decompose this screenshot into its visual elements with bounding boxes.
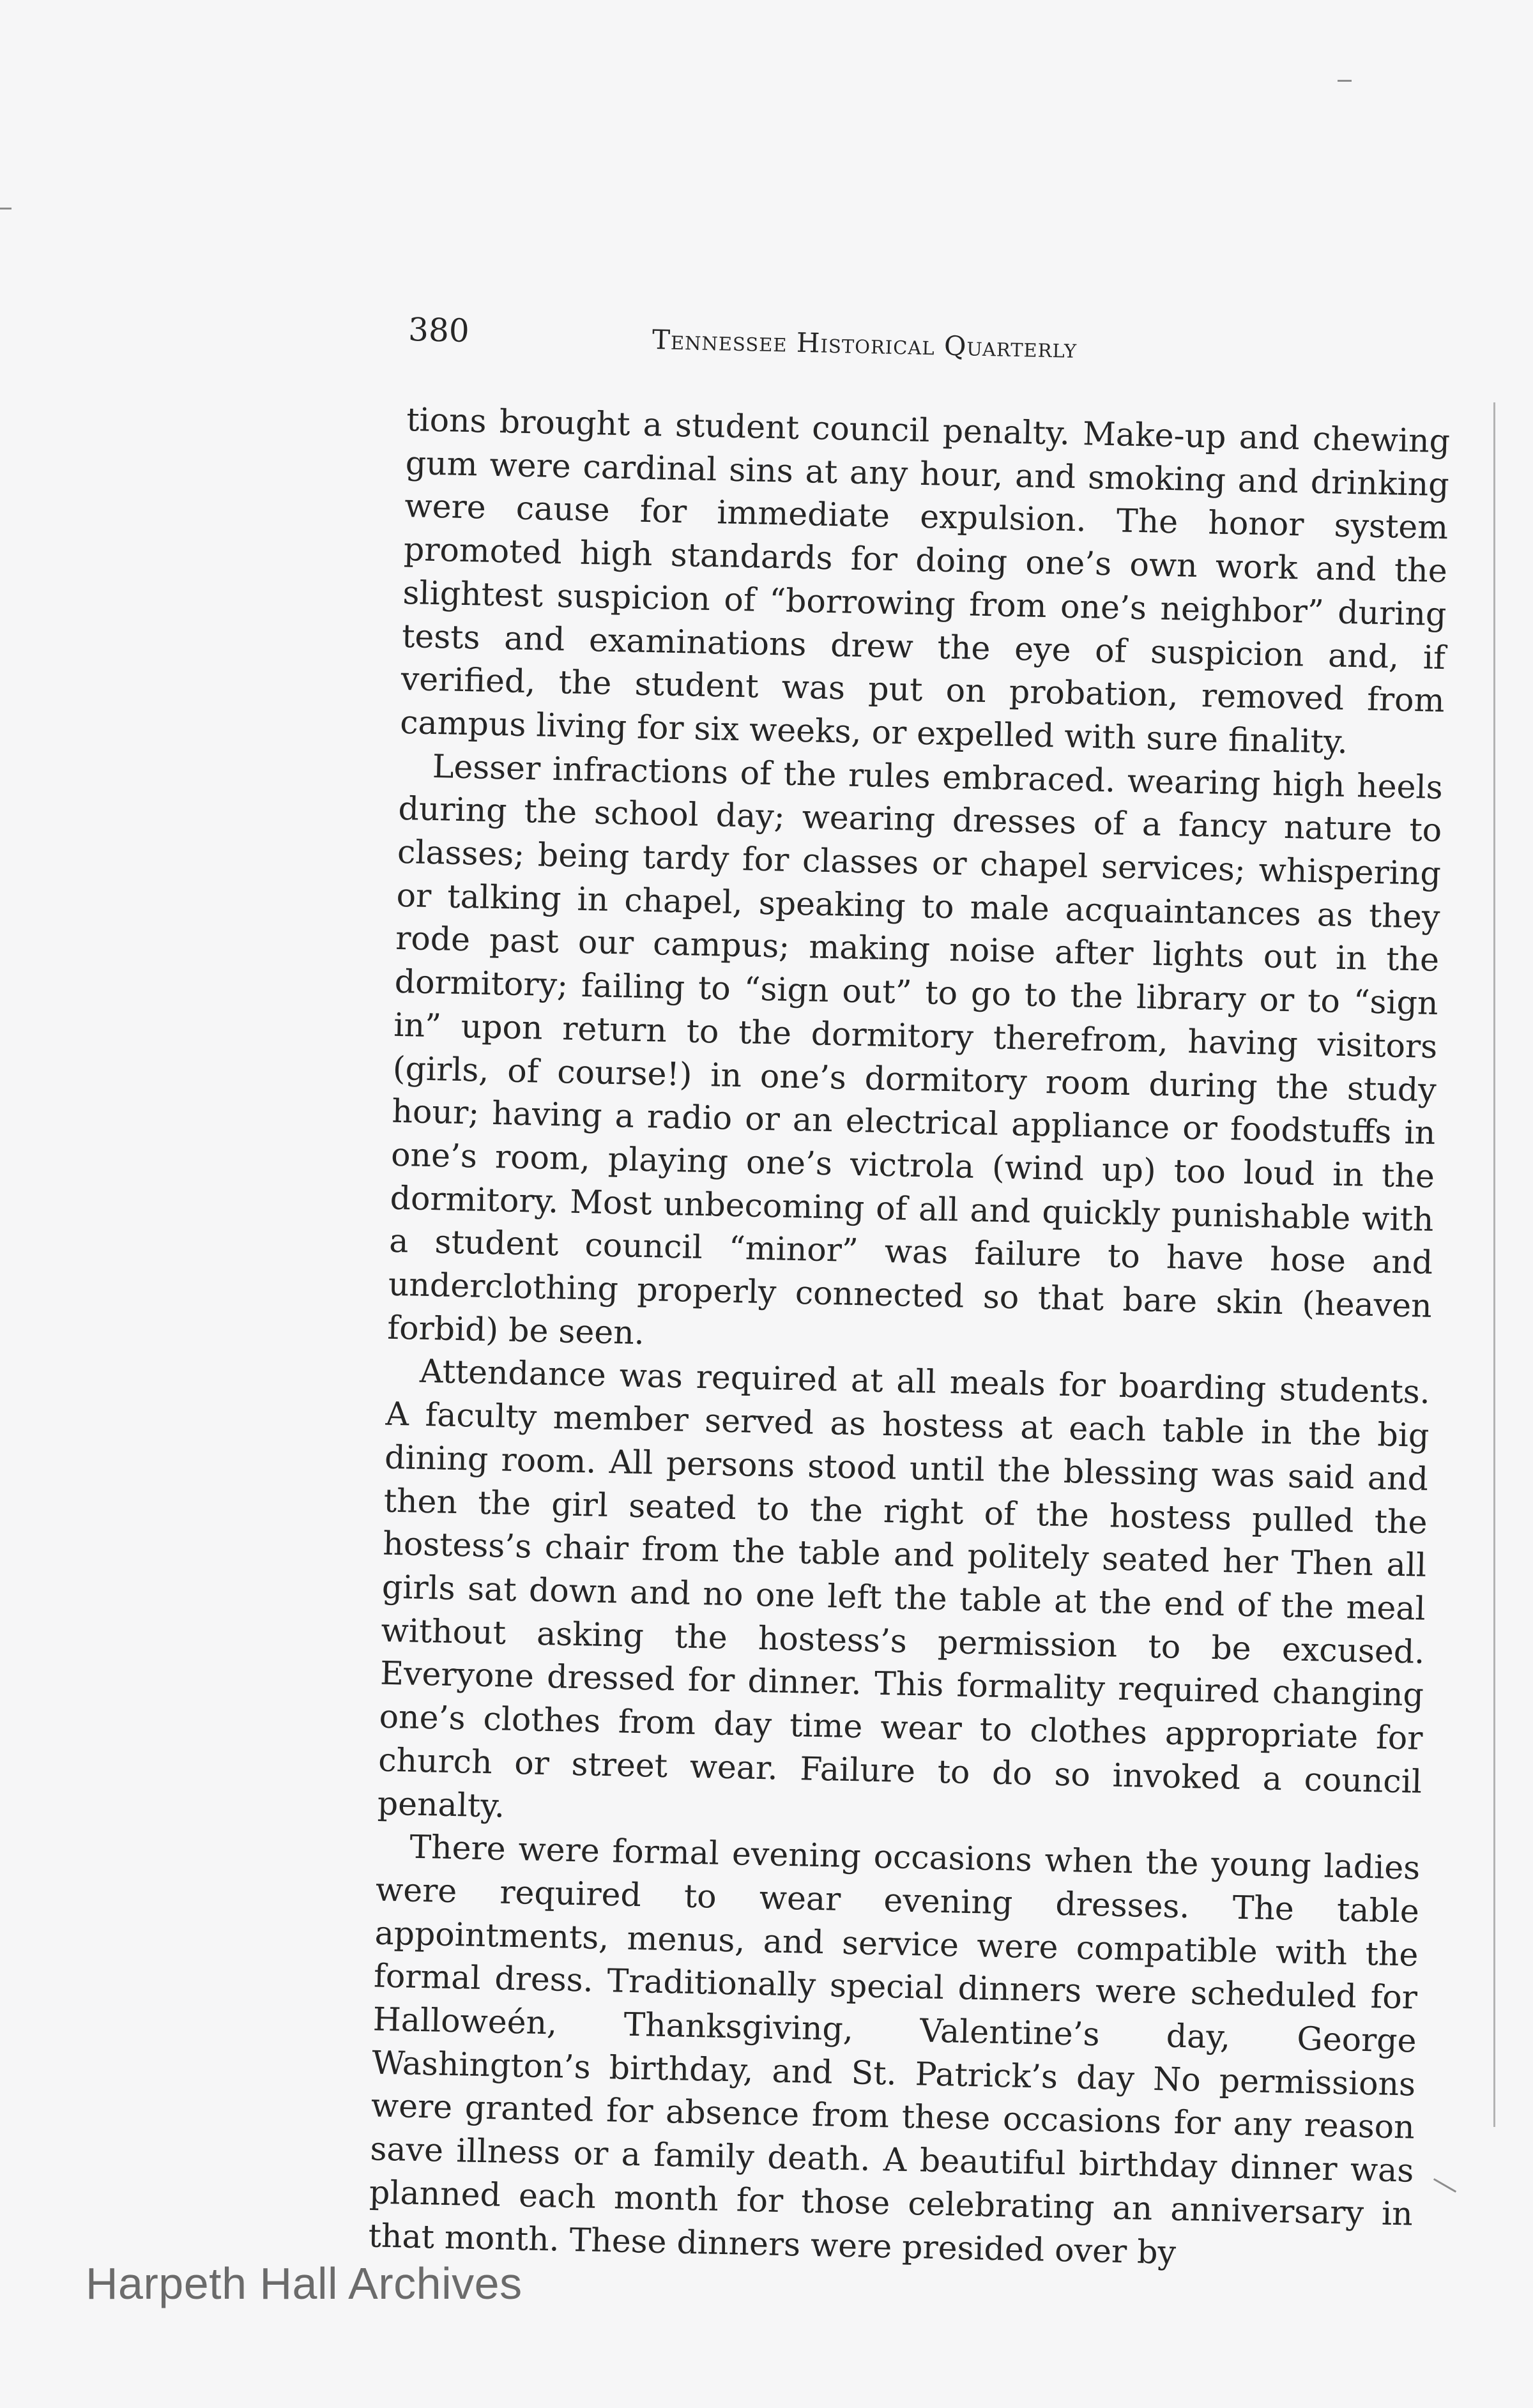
page-number: 380 <box>408 311 470 350</box>
paragraph-4: There were formal evening occasions when the young ladies were required to wear evening dresses. The table appointments, menus, and service were compatible with the formal dress. Traditionally special dinners were scheduled for Halloweén, Thanksgiving, Valentine’s day, George Washington’s birthday, and St. Patrick’s day No permissions were granted for absence from these occasions for any reason save illness or a family death. A beautiful birthday dinner was planned each month for those celebrating an anniversary in that month. These dinners were presided over by <box>368 1827 1421 2271</box>
paragraph-3: Attendance was required at all meals for boarding students. A faculty member served as hostess at each table in the big dining room. All persons stood until the blessing was said and then the girl seated to the right of the hostess pulled the hostess’s chair from the table and politely seated her Then all girls sat down and no one left the table at the end of the meal without asking the hostess’s permission to be excused. Everyone dressed for dinner. This formality required changing one’s clothes from day time wear to clothes appropriate for church or street wear. Failure to do so invoked a council penalty. <box>377 1352 1431 1825</box>
scan-mark-left-edge <box>0 208 11 210</box>
archive-watermark: Harpeth Hall Archives <box>86 2259 522 2308</box>
scan-mark-bottom <box>1433 2178 1456 2193</box>
article-body <box>368 398 1451 2279</box>
scan-mark-right-border <box>1493 402 1495 2127</box>
printed-page <box>368 307 1463 2271</box>
journal-title: Tennessee Historical Quarterly <box>652 324 1078 364</box>
running-head <box>376 307 1463 387</box>
paragraph-1: tions brought a student council penalty. Make-up and chewing gum were cardinal sins at any hour, and smoking and drinking were cause for immediate expulsion. The honor system promoted high standards for doing one’s own work and the slightest suspicion of “borrowing from one’s neighbor” during tests and examinations drew the eye of suspicion and, if verified, the student was put on probation, removed from campus living for six weeks, or expelled with sure finality. <box>399 400 1451 761</box>
scan-mark-top-right <box>1338 80 1352 82</box>
paragraph-2: Lesser infractions of the rules embraced. wearing high heels during the school day; wearing dresses of a fancy nature to classes; being tardy for classes or chapel services; whispering or talking in chapel, speaking to male acquaintances as they rode past our campus; making noise after lights out in the dormitory; failing to “sign out” to go to the library or to “sign in” upon return to the dormitory therefrom, having visitors (girls, of course!) in one’s dormitory room during the study hour; having a radio or an electrical appliance or foodstuffs in one’s room, playing one’s victrola (wind up) too loud in the dormitory. Most unbecoming of all and quickly punishable with a student council “minor” was failure to have hose and underclothing properly connected so that bare skin (heaven forbid) be seen. <box>386 747 1444 1352</box>
